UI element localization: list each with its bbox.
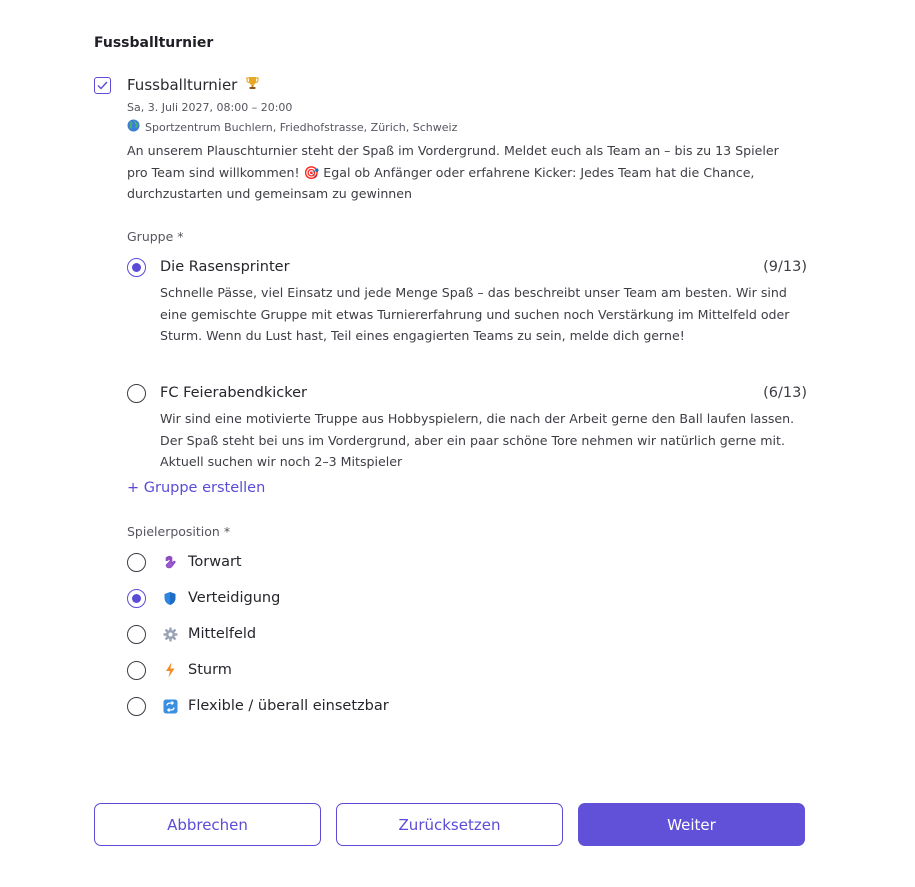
event-location xyxy=(127,119,457,135)
position-option-sturm[interactable] xyxy=(127,659,232,681)
position-label: Spielerposition * xyxy=(127,524,231,539)
page-title: Fussballturnier xyxy=(94,35,214,51)
event-checkbox[interactable] xyxy=(94,77,111,94)
position-radio-torwart[interactable] xyxy=(127,553,146,572)
group-description: Schnelle Pässe, viel Einsatz und jede Menge Spaß – das beschreibt unser Team am besten. Wir sind eine gemischte Gruppe mit etwas Turniererfahrung und suchen noch Verstärkung im Mittelfeld oder Sturm. Wenn du Lust hast, Teil eines engagierten Teams zu sein, melde dich gerne! xyxy=(160,285,790,343)
position-label-text: Flexible / überall einsetzbar xyxy=(188,698,389,714)
lightning-icon xyxy=(162,662,178,678)
add-group-link[interactable]: + Gruppe erstellen xyxy=(127,480,266,496)
group-option-rasensprinter[interactable] xyxy=(127,256,807,347)
group-option-feierabendkicker[interactable] xyxy=(127,382,807,473)
group-radio-rasensprinter[interactable] xyxy=(127,258,146,277)
reset-button[interactable]: Zurücksetzen xyxy=(336,803,563,846)
position-radio-verteidigung[interactable] xyxy=(127,589,146,608)
trophy-icon xyxy=(241,79,258,94)
globe-icon xyxy=(127,119,140,135)
cancel-button[interactable]: Abbrechen xyxy=(94,803,321,846)
next-button[interactable]: Weiter xyxy=(578,803,805,846)
position-option-verteidigung[interactable] xyxy=(127,587,280,609)
group-name: FC Feierabendkicker xyxy=(160,385,308,401)
group-name: Die Rasensprinter xyxy=(160,259,290,275)
event-title xyxy=(127,76,259,94)
position-label-text: Mittelfeld xyxy=(188,626,257,642)
position-option-flexible[interactable] xyxy=(127,695,389,717)
position-label-text: Verteidigung xyxy=(188,590,281,606)
position-option-torwart[interactable] xyxy=(127,551,242,573)
check-icon xyxy=(97,81,108,90)
group-radio-feierabendkicker[interactable] xyxy=(127,384,146,403)
glove-icon xyxy=(162,554,178,570)
repeat-icon xyxy=(162,698,178,714)
group-count: (9/13) xyxy=(763,259,807,275)
position-radio-sturm[interactable] xyxy=(127,661,146,680)
event-name: Fussballturnier xyxy=(127,76,238,94)
group-count: (6/13) xyxy=(763,385,807,401)
position-label-text: Torwart xyxy=(188,554,242,570)
group-label: Gruppe * xyxy=(127,229,184,244)
event-description: An unserem Plauschturnier steht der Spaß im Vordergrund. Meldet euch als Team an – bis zu 13 Spieler pro Team sind willkommen! 🎯 Egal ob Anfänger oder erfahrene Kicker: Jedes Team hat die Chance, durchzustarten und gemeinsam zu gewinnen xyxy=(127,143,779,201)
gear-icon xyxy=(162,626,178,642)
shield-icon xyxy=(162,590,178,606)
position-radio-mittelfeld[interactable] xyxy=(127,625,146,644)
group-description: Wir sind eine motivierte Truppe aus Hobbyspielern, die nach der Arbeit gerne den Ball laufen lassen. Der Spaß steht bei uns im Vordergrund, aber ein paar schöne Tore nehmen wir natürlich gerne mit. Aktuell suchen wir noch 2–3 Mitspieler xyxy=(160,411,795,469)
position-option-mittelfeld[interactable] xyxy=(127,623,256,645)
event-date: Sa, 3. Juli 2027, 08:00 – 20:00 xyxy=(127,101,293,114)
event-location-text: Sportzentrum Buchlern, Friedhofstrasse, Zürich, Schweiz xyxy=(145,120,458,134)
position-label-text: Sturm xyxy=(188,662,232,678)
position-radio-flexible[interactable] xyxy=(127,697,146,716)
